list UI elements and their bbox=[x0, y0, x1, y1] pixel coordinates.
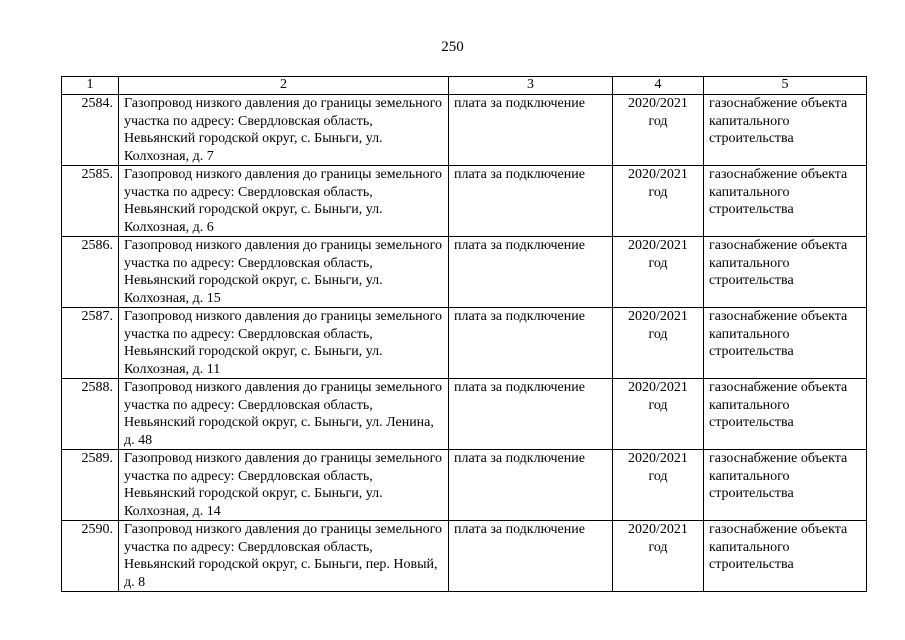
header-cell-2: 2 bbox=[119, 77, 449, 95]
header-cell-5: 5 bbox=[704, 77, 867, 95]
funding-source: плата за подключение bbox=[449, 379, 613, 450]
implementation-year: 2020/2021 год bbox=[613, 95, 704, 166]
funding-source: плата за подключение bbox=[449, 450, 613, 521]
implementation-year: 2020/2021 год bbox=[613, 450, 704, 521]
object-description: Газопровод низкого давления до границы земельного участка по адресу: Свердловская область, Невьянский городской округ, с. Быньги, ул. Ленина, д. 48 bbox=[119, 379, 449, 450]
page-number: 250 bbox=[441, 39, 464, 55]
table-row bbox=[62, 521, 867, 592]
table-header bbox=[62, 77, 867, 95]
table-body bbox=[62, 95, 867, 592]
infrastructure-table bbox=[61, 76, 867, 592]
row-number: 2587. bbox=[62, 308, 119, 379]
object-description: Газопровод низкого давления до границы земельного участка по адресу: Свердловская область, Невьянский городской округ, с. Быньги, ул. Колхозная, д. 7 bbox=[119, 95, 449, 166]
object-description: Газопровод низкого давления до границы земельного участка по адресу: Свердловская область, Невьянский городской округ, с. Быньги, ул. Колхозная, д. 15 bbox=[119, 237, 449, 308]
object-purpose: газоснабжение объекта капитального строительства bbox=[704, 521, 867, 592]
row-number: 2585. bbox=[62, 166, 119, 237]
object-description: Газопровод низкого давления до границы земельного участка по адресу: Свердловская область, Невьянский городской округ, с. Быньги, ул. Колхозная, д. 11 bbox=[119, 308, 449, 379]
header-cell-1: 1 bbox=[62, 77, 119, 95]
header-row bbox=[62, 77, 867, 95]
implementation-year: 2020/2021 год bbox=[613, 521, 704, 592]
implementation-year: 2020/2021 год bbox=[613, 308, 704, 379]
implementation-year: 2020/2021 год bbox=[613, 237, 704, 308]
object-description: Газопровод низкого давления до границы земельного участка по адресу: Свердловская область, Невьянский городской округ, с. Быньги, пер. Новый, д. 8 bbox=[119, 521, 449, 592]
object-purpose: газоснабжение объекта капитального строительства bbox=[704, 308, 867, 379]
table-row bbox=[62, 308, 867, 379]
implementation-year: 2020/2021 год bbox=[613, 379, 704, 450]
row-number: 2586. bbox=[62, 237, 119, 308]
table-row bbox=[62, 166, 867, 237]
object-purpose: газоснабжение объекта капитального строительства bbox=[704, 95, 867, 166]
funding-source: плата за подключение bbox=[449, 237, 613, 308]
row-number: 2590. bbox=[62, 521, 119, 592]
object-purpose: газоснабжение объекта капитального строительства bbox=[704, 166, 867, 237]
table-row bbox=[62, 379, 867, 450]
funding-source: плата за подключение bbox=[449, 521, 613, 592]
funding-source: плата за подключение bbox=[449, 95, 613, 166]
funding-source: плата за подключение bbox=[449, 308, 613, 379]
object-description: Газопровод низкого давления до границы земельного участка по адресу: Свердловская область, Невьянский городской округ, с. Быньги, ул. Колхозная, д. 14 bbox=[119, 450, 449, 521]
implementation-year: 2020/2021 год bbox=[613, 166, 704, 237]
object-purpose: газоснабжение объекта капитального строительства bbox=[704, 450, 867, 521]
object-description: Газопровод низкого давления до границы земельного участка по адресу: Свердловская область, Невьянский городской округ, с. Быньги, ул. Колхозная, д. 6 bbox=[119, 166, 449, 237]
table-row bbox=[62, 450, 867, 521]
row-number: 2584. bbox=[62, 95, 119, 166]
header-cell-3: 3 bbox=[449, 77, 613, 95]
row-number: 2589. bbox=[62, 450, 119, 521]
object-purpose: газоснабжение объекта капитального строительства bbox=[704, 379, 867, 450]
table-row bbox=[62, 237, 867, 308]
object-purpose: газоснабжение объекта капитального строительства bbox=[704, 237, 867, 308]
header-cell-4: 4 bbox=[613, 77, 704, 95]
funding-source: плата за подключение bbox=[449, 166, 613, 237]
row-number: 2588. bbox=[62, 379, 119, 450]
table-row bbox=[62, 95, 867, 166]
